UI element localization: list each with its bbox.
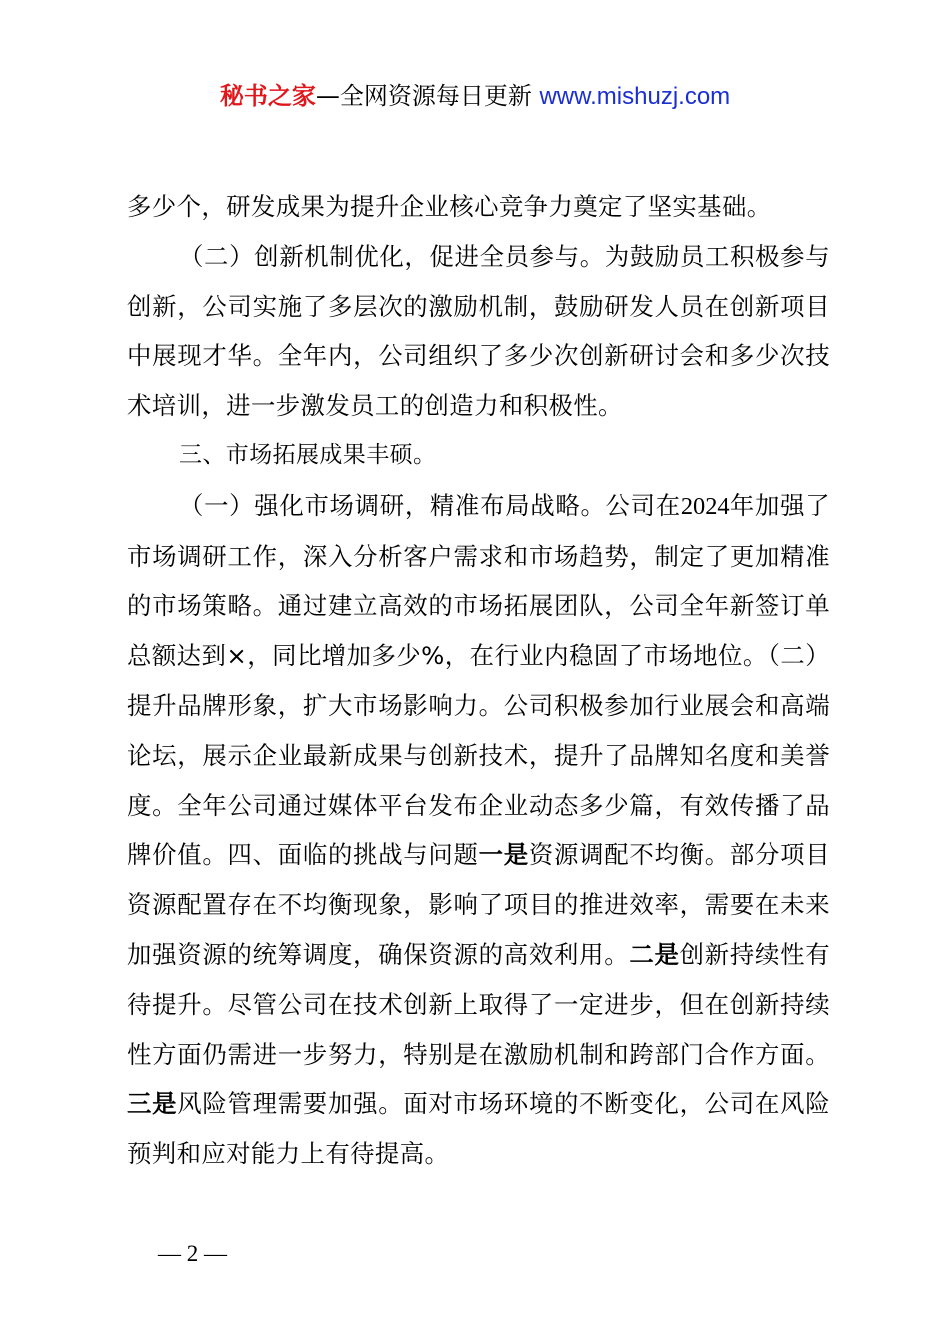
text-segment: 风险管理需要加强。面对市场环境的不断变化，公司在风险预判和应对能力上有待提高。 — [127, 1089, 830, 1169]
brand-name: 秘书之家 — [219, 82, 316, 110]
text-segment: 资源调配不均衡。部分项目资源配置存在不均衡现象，影响了项目的推进效率，需要在未来加强资源的统筹调度，确保资源的高效利用。 — [127, 840, 830, 969]
paragraph-market-and-challenges — [127, 481, 830, 1179]
site-header — [0, 78, 950, 115]
header-tagline: —全网资源每日更新 — [315, 82, 540, 110]
emphasis-first: 一是 — [478, 840, 529, 870]
paragraph-innovation-mechanism: （二）创新机制优化，促进全员参与。为鼓励员工积极参与创新，公司实施了多层次的激励机制，鼓励研发人员在创新项目中展现才华。全年内，公司组织了多少次创新研讨会和多少次技术培训，进一步激发员工的创造力和积极性。 — [127, 241, 830, 421]
year-number: 2024 — [680, 492, 730, 520]
paragraph-continuation: 多少个，研发成果为提升企业核心竞争力奠定了坚实基础。 — [127, 192, 772, 221]
text-segment: 年加强了市场调研工作，深入分析客户需求和市场趋势，制定了更加精准的市场策略。通过建立高效的市场拓展团队，公司全年新签订单总额达到×，同比增加多少%，在行业内稳固了市场地位。（二）提升品牌形象，扩大市场影响力。公司积极参加行业展会和高端论坛，展示企业最新成果与创新技术，提升了品牌知名度和美誉度。全年公司通过媒体平台发布企业动态多少篇，有效传播了品牌价值。四、面临的挑战与问题 — [127, 490, 830, 870]
site-url-link[interactable]: www.mishuzj.com — [539, 83, 731, 110]
page-number: — 2 — — [158, 1241, 227, 1266]
emphasis-second: 二是 — [629, 939, 680, 969]
text-segment: 创新持续性有待提升。尽管公司在技术创新上取得了一定进步，但在创新持续性方面仍需进一步努力，特别是在激励机制和跨部门合作方面。 — [127, 939, 830, 1069]
document-body — [127, 182, 830, 1179]
section-heading-market: 三、市场拓展成果丰硕。 — [179, 441, 437, 468]
text-segment: （一）强化市场调研，精准布局战略。公司在 — [179, 490, 681, 520]
emphasis-third: 三是 — [127, 1089, 178, 1119]
